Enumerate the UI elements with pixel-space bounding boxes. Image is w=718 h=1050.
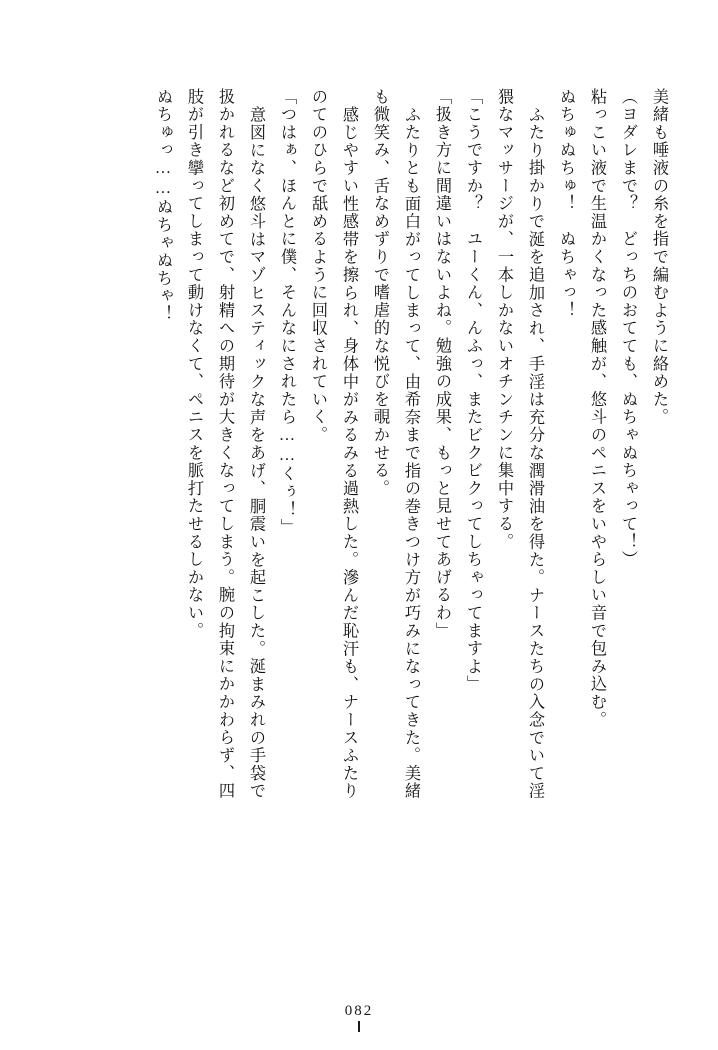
text-column: ふたり掛かりで涎を追加され、手淫は充分な潤滑油を得た。ナースたちの入念でいて淫 [526,106,544,801]
text-column: ぬちゅぬちゅ！ ぬちゃっ！ [557,88,575,320]
page-number: 082 [344,1003,374,1019]
text-column: のてのひらで舐めるように回収されていく。 [309,88,327,444]
page-marker [358,1021,360,1032]
text-column: 肢が引き攣ってしまって動けなくて、ペニスを脈打たせるしかない。 [185,88,203,640]
vertical-text-block [100,88,674,968]
text-column: （ヨダレまで？ どっちのおてても、ぬちゃぬちゃって！） [619,88,637,569]
text-column: 扱かれるなど初めてで、射精への期待が大きくなってしまう。腕の拘束にかかわらず、四 [216,88,234,800]
text-column: 「扱き方に間違いはないよね。勉強の成果、もっと見せてあげるわ」 [433,88,451,640]
text-column: ふたりとも面白がってしまって、由希奈まで指の巻きつけ方が巧みになってきた。美緒 [402,106,420,801]
text-column: 美緒も唾液の糸を指で編むように絡めた。 [650,88,668,427]
text-column: も微笑み、舌なめずりで嗜虐的な悦びを覗かせる。 [371,88,389,498]
text-column: 猥なマッサージが、一本しかないオチンチンに集中する。 [495,88,513,551]
text-column: 粘っこい液で生温かくなった感触が、悠斗のペニスをいやらしい音で包み込む。 [588,88,606,729]
text-column: 意図になく悠斗はマゾヒスティックな声をあげ、胴震いを起こした。涎まみれの手袋で [247,106,265,801]
text-column: 感じやすい性感帯を擦られ、身体中がみるみる過熱した。滲んだ恥汗も、ナースふたり [340,106,358,801]
text-column: ぬちゅっ……ぬちゃぬちゃ！ [154,88,172,323]
text-column: 「こうですか？ ユーくん、んふっ、またビクビクってしちゃってますよ」 [464,88,482,694]
text-column: 「つはぁ、ほんとに僕、そんなにされたら……くぅ！」 [278,88,296,537]
